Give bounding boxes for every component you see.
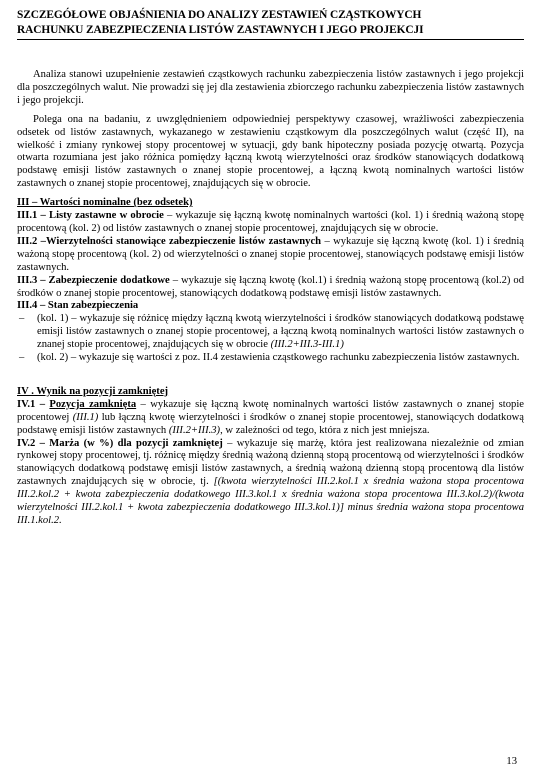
title-line-2: RACHUNKU ZABEZPIECZENIA LISTÓW ZASTAWNYCH I JEGO PROJEKCJI bbox=[17, 24, 424, 36]
dash-bullet: – bbox=[19, 352, 25, 364]
item-III-1-label: III.1 – Listy zastawne w obrocie bbox=[17, 210, 164, 222]
document-title bbox=[17, 8, 524, 38]
item-III-3-text: – wykazuje się łączną kwotę (kol.1) i średnią ważoną stopę procentową (kol.2) od środków o znanej stopie procentowej, stanowiących dodatkową podstawę emisji listów zastawnych. bbox=[17, 274, 525, 299]
dash-item-kol-2-text: (kol. 2) – wykazuje się wartości z poz. II.4 zestawienia cząstkowego rachunku zabezpieczenia listów zastawnych. bbox=[37, 352, 520, 364]
item-III-4 bbox=[17, 300, 524, 313]
intro-section bbox=[17, 69, 524, 191]
item-IV-1-formula-b: (III.2+III.3) bbox=[168, 424, 221, 436]
item-III-2-text: – wykazuje się łączną kwotę (kol. 1) i średnią ważoną stopę procentową (kol. 2) od wierzytelności o znanej stopie procentowej, stanowiących podstawę emisji listów zastawnych. bbox=[17, 235, 524, 273]
item-IV-1 bbox=[17, 399, 524, 438]
item-III-3 bbox=[17, 275, 524, 301]
dash-bullet: – bbox=[19, 313, 25, 325]
item-III-2-label: III.2 –Wierzytelności stanowiące zabezpieczenie listów zastawnych bbox=[17, 235, 322, 247]
item-III-1-text: – wykazuje się łączną kwotę nominalnych wartości (kol. 1) i średnią ważoną stopę procentową (kol. 2) od listów zastawnych o znanej stopie procentowej, znajdujących się w obrocie. bbox=[17, 210, 524, 234]
intro-paragraph-2: Polega ona na badaniu, z uwzględnieniem odpowiedniej perspektywy czasowej, wrażliwości zabezpieczenia odsetek od listów zastawnych, wykazanego w zestawieniu cząstkowym dla poszczególnych walut (część II), na wielkość i zmiany rynkowej stopy procentowej w sytuacji, gdy bank hipoteczny posiada pozycję otwartą. Pozycja otwarta rozumiana jest jako różnica pomiędzy łączną kwotą wierzytelności oraz środków stanowiących dodatkową podstawę emisji listów zastawnych o znanej stopie procentowej, a łączną kwotą nominalnych wartości listów zastawnych o znanej stopie procentowej, znajdujących się w obrocie. bbox=[17, 113, 524, 190]
item-III-3-label: III.3 – Zabezpieczenie dodatkowe bbox=[17, 274, 170, 286]
item-IV-2-text: – wykazuje się marżę, która jest realizowana niezależnie od zmian rynkowej stopy procentowej, tj. różnicę między średnią ważoną dzienną stopą procentową od wierzytelności i środków stanowiących dodatkową podstawę emisji listów zastawnych, a średnią ważoną dzienną stopą procentową dla listów zastawnych znajdujących się w obrocie, tj. bbox=[17, 437, 524, 488]
item-IV-1-label: Pozycja zamknięta bbox=[49, 398, 137, 410]
dash-item-kol-2 bbox=[17, 352, 524, 365]
dash-item-kol-1-text: (kol. 1) – wykazuje się różnicę między łączną kwotą wierzytelności i środków stanowiących dodatkową podstawę emisji listów zastawnych o znanej stopie procentowej, a łączną kwotą nominalnych wartości listów zastawnych o znanej stopie procentowej, znajdujących się w obrocie bbox=[37, 313, 524, 351]
dash-item-kol-1-formula: (III.2+III.3-III.1) bbox=[270, 339, 344, 351]
dash-item-kol-1 bbox=[17, 313, 524, 352]
item-III-1 bbox=[17, 210, 524, 236]
item-IV-2-formula: [(kwota wierzytelności III.2.kol.1 x średnia ważona stopa procentowa III.2.kol.2 + kwota zabezpieczenia dodatkowego III.3.kol.1 x średnia ważona stopa procentowa III.3.kol.2)/(kwota wierzytelności III.2.kol.1 + kwota zabezpieczenia dodatkowego III.3.kol.1)] minus średnia ważona stopa procentowa III.1.kol.2. bbox=[17, 476, 525, 526]
item-IV-2-label: IV.2 – Marża (w %) dla pozycji zamkniętej bbox=[17, 437, 223, 449]
item-III-2 bbox=[17, 236, 524, 275]
title-line-1: SZCZEGÓŁOWE OBJAŚNIENIA DO ANALIZY ZESTAWIEŃ CZĄSTKOWYCH bbox=[17, 9, 422, 21]
intro-paragraph-1: Analiza stanowi uzupełnienie zestawień cząstkowych rachunku zabezpieczenia listów zastawnych i jego projekcji dla poszczególnych walut. Nie prowadzi się jej dla zestawienia zbiorczego rachunku zabezpieczenia listów zastawnych i jego projekcji. bbox=[17, 69, 524, 106]
item-IV-1-formula-a: (III.1) bbox=[72, 411, 99, 423]
section-3-heading: III – Wartości nominalne (bez odsetek) bbox=[17, 197, 193, 209]
item-IV-1-text-a: – wykazuje się łączną kwotę nominalnych wartości listów zastawnych o znanej stopie procentowej bbox=[17, 398, 524, 423]
item-IV-1-number: IV.1 bbox=[17, 398, 36, 410]
item-IV-2 bbox=[17, 438, 524, 528]
item-IV-1-text-c: , w zależności od tego, która z nich jest mniejsza. bbox=[220, 424, 430, 436]
section-4-heading: IV . Wynik na pozycji zamkniętej bbox=[17, 385, 169, 397]
item-III-4-label: III.4 – Stan zabezpieczenia bbox=[17, 300, 139, 312]
page-number: 13 bbox=[506, 756, 517, 767]
item-IV-1-text-b: lub łączną kwotę wierzytelności i środków o znanej stopie procentowej, stanowiących dodatkową podstawę emisji listów zastawnych bbox=[17, 411, 524, 436]
title-underline bbox=[17, 39, 524, 40]
item-IV-1-separator: – bbox=[35, 398, 50, 410]
document-page bbox=[17, 8, 524, 528]
